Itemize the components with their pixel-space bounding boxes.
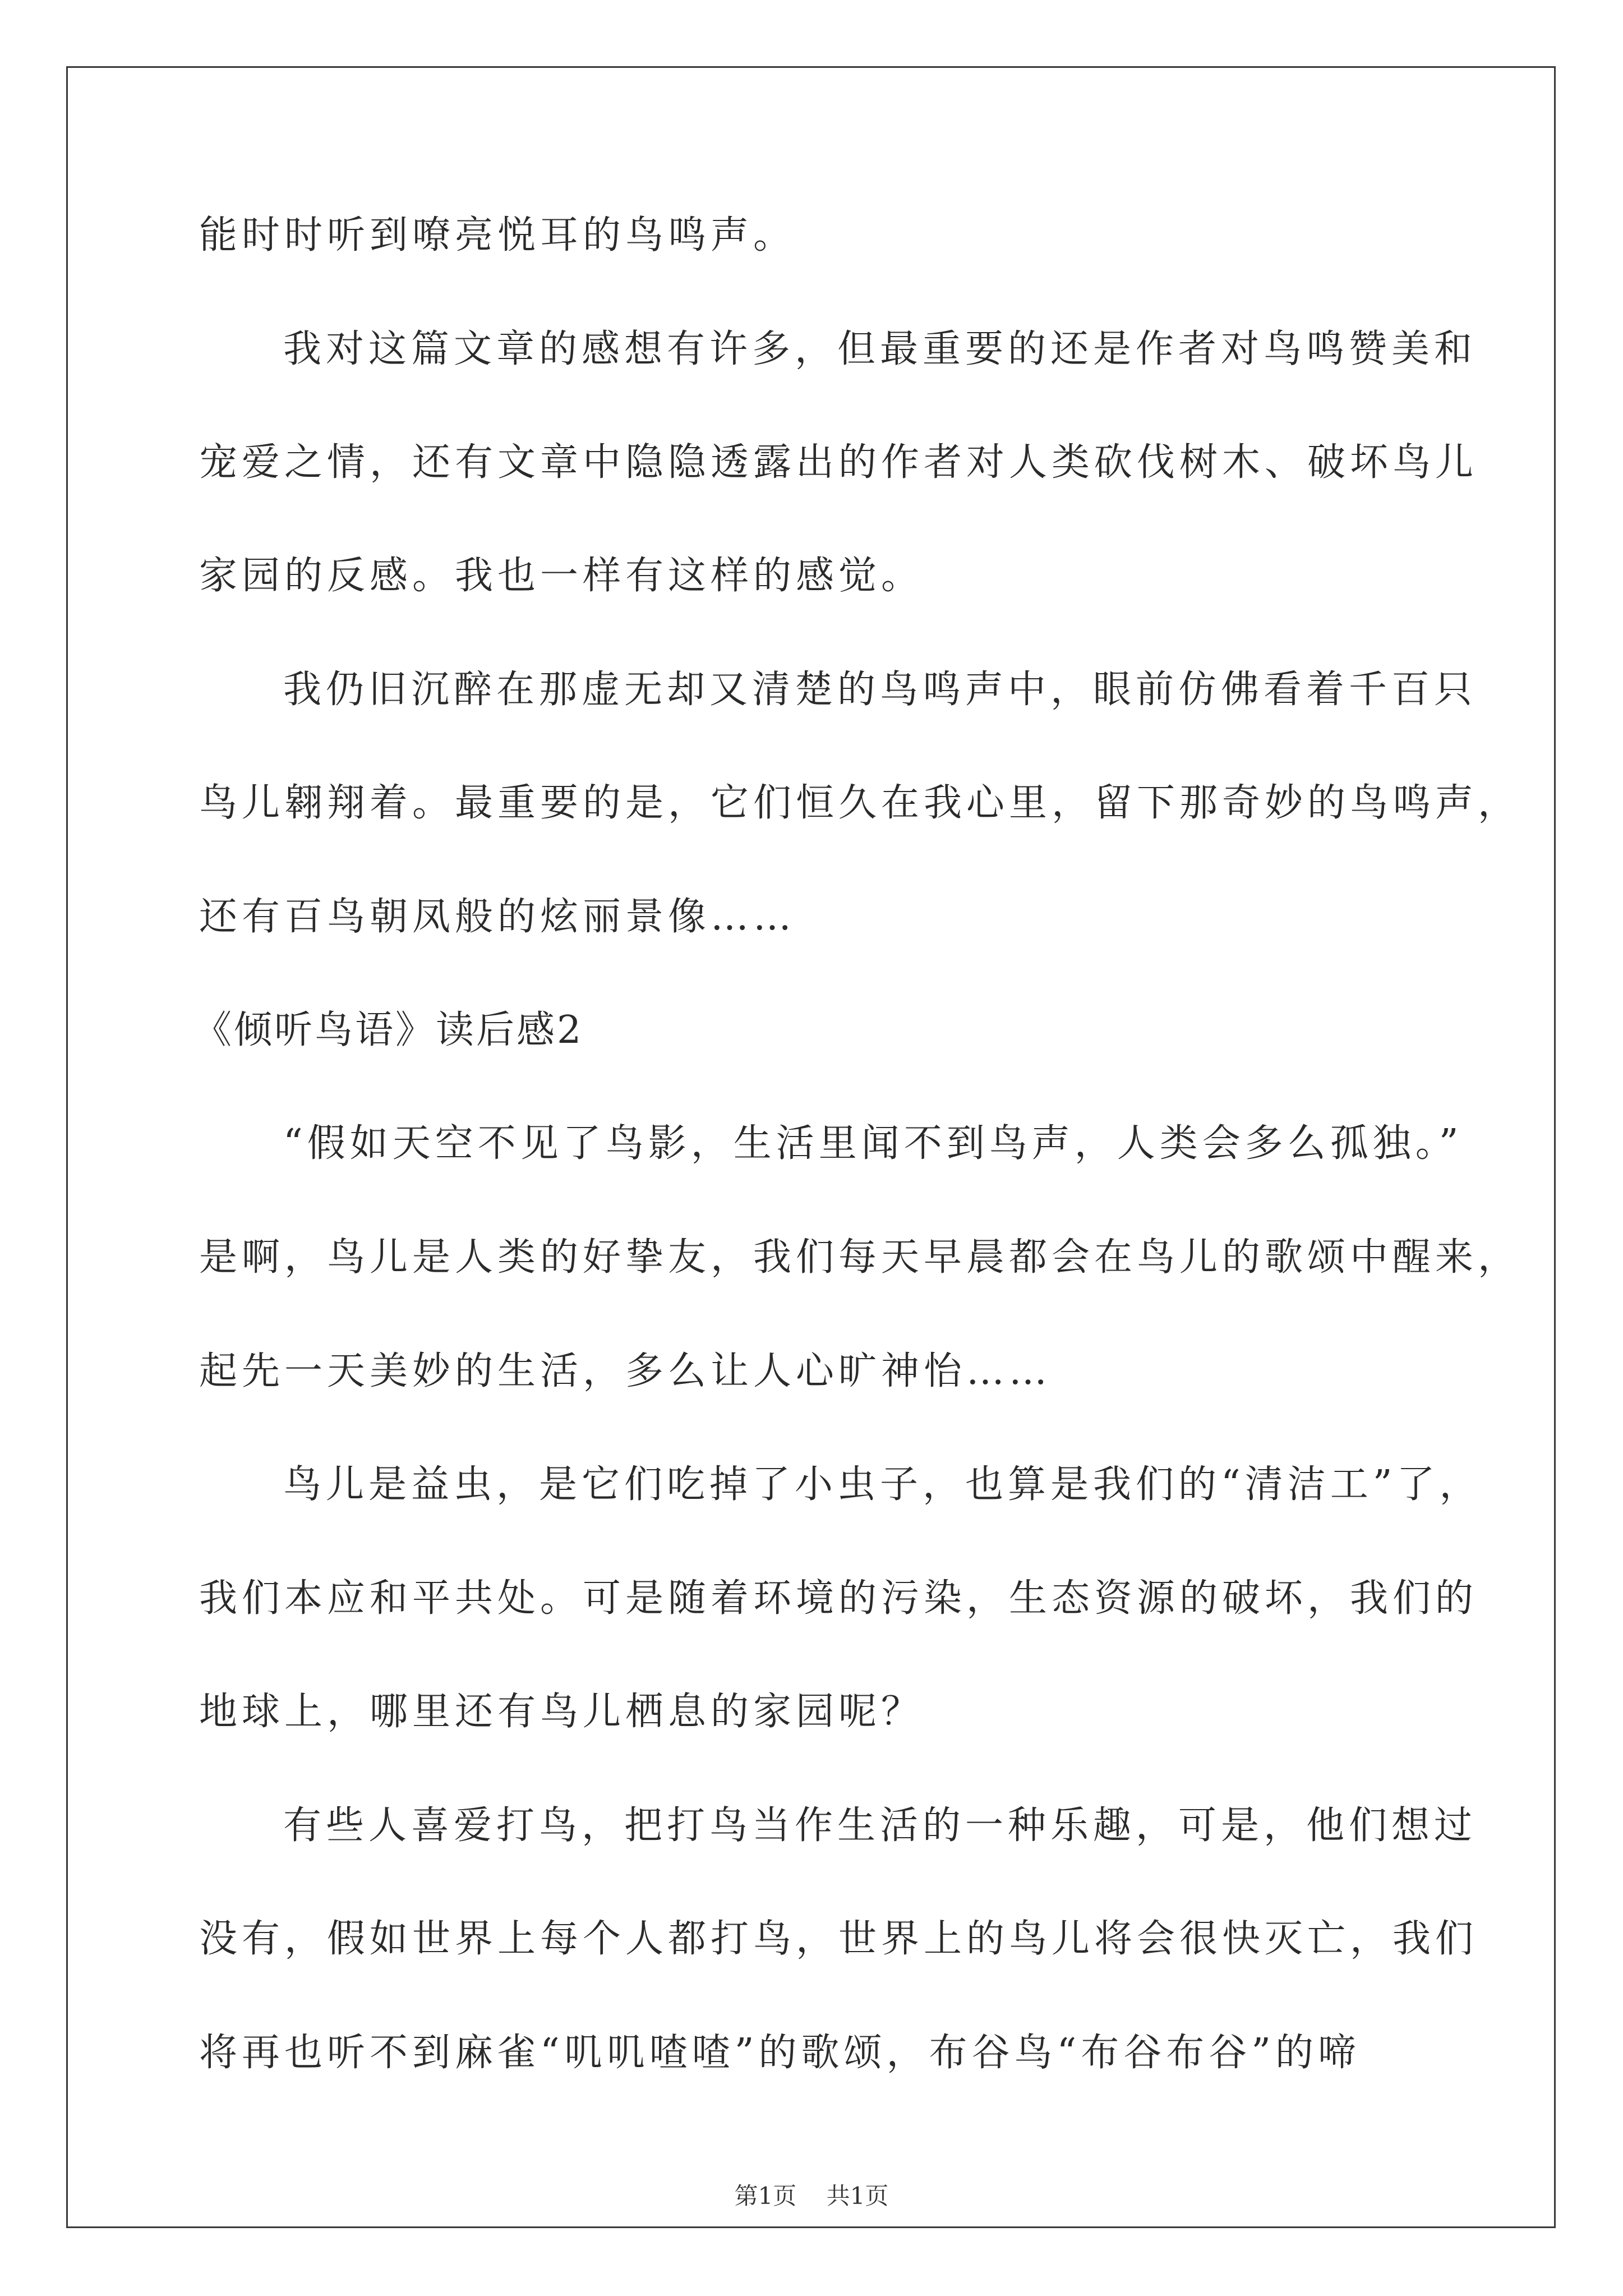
text-line: 没有，假如世界上每个人都打鸟，世界上的鸟儿将会很快灭亡，我们 (199, 1917, 1478, 1961)
page-footer (0, 2182, 1623, 2210)
text-line: 能时时听到嘹亮悦耳的鸟鸣声。 (199, 213, 796, 257)
section-heading: 《倾听鸟语》读后感2 (193, 1008, 584, 1052)
text-line: 还有百鸟朝凤般的炫丽景像…… (199, 895, 796, 939)
text-line: 鸟儿翱翔着。最重要的是，它们恒久在我心里，留下那奇妙的鸟鸣声， (199, 781, 1521, 825)
text-line: 我们本应和平共处。可是随着环境的污染，生态资源的破坏，我们的 (199, 1576, 1478, 1621)
page-total: 共1页 (826, 2182, 889, 2210)
text-line: 家园的反感。我也一样有这样的感觉。 (199, 554, 924, 598)
paragraph-start-line: 我对这篇文章的感想有许多，但最重要的还是作者对鸟鸣赞美和 (283, 327, 1477, 371)
paragraph-start-line: “假如天空不见了鸟影，生活里闻不到鸟声，人类会多么孤独。” (283, 1121, 1463, 1166)
page-number: 第1页 (734, 2182, 797, 2210)
paragraph-start-line: 有些人喜爱打鸟，把打鸟当作生活的一种乐趣，可是，他们想过 (283, 1803, 1477, 1848)
text-line: 起先一天美妙的生活，多么让人心旷神怡…… (199, 1349, 1052, 1393)
text-line: 宠爱之情，还有文章中隐隐透露出的作者对人类砍伐树木、破坏鸟儿 (199, 440, 1478, 485)
text-line: 将再也听不到麻雀“叽叽喳喳”的歌颂，布谷鸟“布谷布谷”的啼 (199, 2031, 1361, 2075)
text-line: 是啊，鸟儿是人类的好挚友，我们每天早晨都会在鸟儿的歌颂中醒来， (199, 1235, 1521, 1280)
paragraph-start-line: 鸟儿是益虫，是它们吃掉了小虫子，也算是我们的“清洁工”了， (283, 1462, 1482, 1507)
text-line: 地球上，哪里还有鸟儿栖息的家园呢？ (199, 1690, 924, 1734)
paragraph-start-line: 我仍旧沉醉在那虚无却又清楚的鸟鸣声中，眼前仿佛看着千百只 (283, 668, 1477, 712)
